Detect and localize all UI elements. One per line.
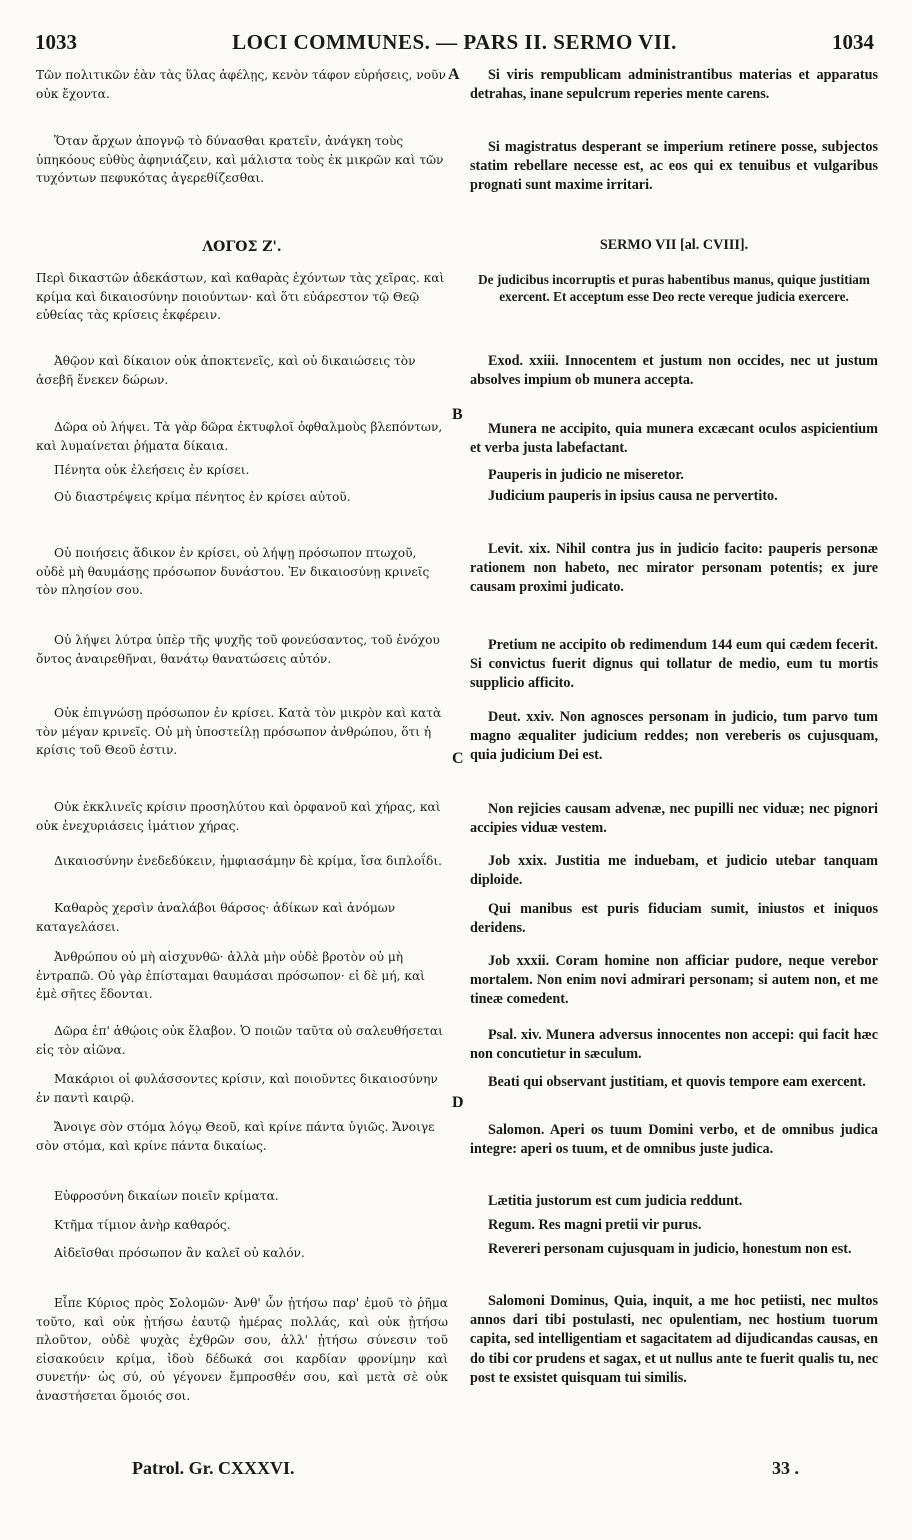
- latin-paragraph: Salomoni Dominus, Quia, inquit, a me hoc petiisti, nec multos annos dari tibi postulasti, nec opulentiam, nec hostium tuorum capita, sed intelligentiam et sagacitatem ad dijudicandas causas, en do tibi cor prudens et sagax, et ut nullus ante te fuerit qualis tu, nec post te exsistet quisquam tui similis.: [470, 1293, 878, 1386]
- signature-number: 33 .: [772, 1458, 799, 1478]
- patrology-volume: Patrol. Gr. CXXXVI.: [132, 1458, 295, 1478]
- latin-paragraph: Job xxxii. Coram homine non afficiar pudore, neque verebor mortalem. Non enim novi admirari personam; si autem non, et me tineæ comedent.: [470, 953, 878, 1008]
- latin-paragraph: Si viris rempublicam administrantibus materias et apparatus detrahas, inane sepulcrum reperies mente carens.: [470, 67, 878, 103]
- section-marker-d: D: [452, 1094, 464, 1111]
- latin-paragraph: Revereri personam cujusquam in judicio, honestum non est.: [488, 1241, 852, 1257]
- sermo-subtitle-greek: Περὶ δικαστῶν ἀδεκάστων, καὶ καθαρὰς ἐχόντων τὰς χεῖρας. καὶ κρίμα καὶ δικαιοσύνην ποιούντων· καὶ ὅτι εὐάρεστον τῷ Θεῷ εὐθείας τὰς κρίσεις ἐκφέρειν.: [36, 271, 445, 322]
- latin-paragraph: Pretium ne accipito ob redimendum 144 eum qui cædem fecerit. Si convictus fuerit dignus qui tollatur de medio, eum tu mortis supplicio afficito.: [470, 637, 878, 692]
- latin-paragraph: Exod. xxiii. Innocentem et justum non occides, nec ut justum absolves impium ob munera accepta.: [470, 353, 878, 389]
- greek-paragraph: Δικαιοσύνην ἐνεδεδύκειν, ἠμφιασάμην δὲ κρίμα, ἴσα διπλοΐδι.: [54, 854, 442, 868]
- greek-paragraph: Οὐ διαστρέψεις κρίμα πένητος ἐν κρίσει αὐτοῦ.: [54, 490, 351, 504]
- greek-paragraph: Οὐ ποιήσεις ἄδικον ἐν κρίσει, οὐ λήψῃ πρόσωπον πτωχοῦ, οὐδὲ μὴ θαυμάσῃς πρόσωπον δυνάστου. Ἐν δικαιοσύνῃ κρινεῖς τὸν πλησίον σου.: [36, 546, 430, 597]
- latin-paragraph: Job xxix. Justitia me induebam, et judicio utebar tanquam diploide.: [470, 853, 878, 889]
- greek-paragraph: Ἀθῷον καὶ δίκαιον οὐκ ἀποκτενεῖς, καὶ οὐ δικαιώσεις τὸν ἀσεβῆ ἕνεκεν δώρων.: [36, 354, 416, 387]
- latin-paragraph: Pauperis in judicio ne miseretor.: [488, 467, 684, 483]
- greek-paragraph: Ἀνθρώπου οὐ μὴ αἰσχυνθῶ· ἀλλὰ μὴν οὐδὲ βροτὸν οὐ μὴ ἐντραπῶ. Οὐ γὰρ ἐπίσταμαι θαυμάσαι πρόσωπον· εἰ δὲ μή, καὶ ἐμὲ σῆτες ἔδονται.: [36, 950, 425, 1001]
- greek-paragraph: Μακάριοι οἱ φυλάσσοντες κρίσιν, καὶ ποιοῦντες δικαιοσύνην ἐν παντὶ καιρῷ.: [36, 1072, 438, 1105]
- latin-paragraph: Deut. xxiv. Non agnosces personam in judicio, tum parvo tum magno æqualiter judicium reddes; non vereberis os cujusquam, quia judicium Dei est.: [470, 709, 878, 764]
- greek-paragraph: Κτῆμα τίμιον ἀνὴρ καθαρός.: [54, 1218, 231, 1232]
- section-marker-a: A: [448, 66, 460, 83]
- greek-paragraph: Οὐκ ἐπιγνώσῃ πρόσωπον ἐν κρίσει. Κατὰ τὸν μικρὸν καὶ κατὰ τὸν μέγαν κρινεῖς. Οὐ μὴ ὑποστείλῃ πρόσωπον ἀνθρώπου, ὅτι ἡ κρίσις τοῦ Θεοῦ ἐστιν.: [36, 706, 442, 757]
- greek-paragraph: Εὐφροσύνη δικαίων ποιεῖν κρίματα.: [54, 1189, 279, 1203]
- latin-paragraph: Qui manibus est puris fiduciam sumit, iniustos et iniquos deridens.: [470, 901, 878, 937]
- latin-paragraph: Regum. Res magni pretii vir purus.: [488, 1217, 702, 1233]
- latin-paragraph: Beati qui observant justitiam, et quovis tempore eam exercent.: [488, 1074, 866, 1090]
- latin-paragraph: Psal. xiv. Munera adversus innocentes non accepi: qui facit hæc non concutietur in sæculum.: [470, 1027, 878, 1063]
- greek-column: [36, 66, 448, 1540]
- latin-paragraph: Salomon. Aperi os tuum Domini verbo, et de omnibus judica integre: aperi os tuum, et de omnibus juste judica.: [470, 1122, 878, 1158]
- running-header: [35, 30, 874, 60]
- greek-paragraph: Τῶν πολιτικῶν ἐὰν τὰς ὕλας ἀφέλῃς, κενὸν τάφον εὑρήσεις, νοῦν οὐκ ἔχοντα.: [36, 68, 446, 101]
- greek-paragraph: Οὐ λήψει λύτρα ὑπὲρ τῆς ψυχῆς τοῦ φονεύσαντος, τοῦ ἐνόχου ὄντος ἀναιρεθῆναι, θανάτῳ θανατώσεις αὐτόν.: [36, 633, 440, 666]
- latin-paragraph: Judicium pauperis in ipsius causa ne pervertito.: [488, 488, 778, 504]
- greek-paragraph: Εἶπε Κύριος πρὸς Σολομῶν· Ἀνθ' ὧν ᾐτήσω παρ' ἐμοῦ τὸ ῥῆμα τοῦτο, καὶ οὐκ ᾐτήσω ἑαυτῷ ἡμέρας πολλάς, καὶ οὐκ ᾐτήσω πλοῦτον, οὐδὲ ψυχὰς ἐχθρῶν σου, ἀλλ' ᾐτήσω σύνεσιν τοῦ εἰσακούειν κρίμα, ἰδοὺ δέδωκά σοι καρδίαν φρονίμην καὶ συνετήν· ὡς σύ, οὐ γέγονεν ἔμπροσθέν σου, καὶ μετὰ σὲ οὐκ ἀναστήσεται ὅμοιός σοι.: [36, 1296, 448, 1403]
- latin-column: [470, 66, 878, 1540]
- page-number-left: 1033: [35, 30, 77, 54]
- latin-paragraph: Si magistratus desperant se imperium retinere posse, subjectos statim rebellare necesse est, ac eos qui ex tenuibus et vulgaribus prognati sunt maxime irritari.: [470, 139, 878, 194]
- latin-paragraph: Lætitia justorum est cum judicia reddunt.: [488, 1193, 743, 1209]
- latin-paragraph: Levit. xix. Nihil contra jus in judicio facito: pauperis personæ rationem non habeto, nec mirator personam potentis; ex jure causam proximi judicato.: [470, 541, 878, 596]
- greek-paragraph: Πένητα οὐκ ἐλεήσεις ἐν κρίσει.: [54, 463, 250, 477]
- sermo-heading-latin: SERMO VII [al. CVIII].: [599, 237, 749, 253]
- page-number-right: 1034: [832, 30, 874, 54]
- greek-paragraph: Αἰδεῖσθαι πρόσωπον ἂν καλεῖ οὐ καλόν.: [54, 1246, 305, 1260]
- greek-paragraph: Ὅταν ἄρχων ἀπογνῷ τὸ δύνασθαι κρατεῖν, ἀνάγκη τοὺς ὑπηκόους εὐθὺς ἀφηνιάζειν, καὶ μάλιστα τοὺς ἐκ μικρῶν καὶ τῶν τυχόντων πεφυκότας ἀγερεθίζεσθαι.: [36, 134, 444, 185]
- sermo-subtitle-latin: De judicibus incorruptis et puras habentibus manus, quique justitiam exercent. Et acceptum esse Deo recte vereque judicia exercere.: [478, 272, 870, 304]
- section-marker-b: B: [452, 406, 463, 423]
- greek-paragraph: Δῶρα ἐπ' ἀθῴοις οὐκ ἔλαβον. Ὁ ποιῶν ταῦτα οὐ σαλευθήσεται εἰς τὸν αἰῶνα.: [36, 1024, 443, 1057]
- greek-paragraph: Καθαρὸς χερσὶν ἀναλάβοι θάρσος· ἀδίκων καὶ ἀνόμων καταγελάσει.: [36, 901, 396, 934]
- section-marker-c: C: [452, 750, 464, 767]
- latin-paragraph: Munera ne accipito, quia munera excæcant oculos aspicientium et verba justa labefactant.: [470, 421, 878, 457]
- greek-paragraph: Ἄνοιγε σὸν στόμα λόγῳ Θεοῦ, καὶ κρίνε πάντα ὑγιῶς. Ἄνοιγε σὸν στόμα, καὶ κρίνε πάντα δικαίως.: [36, 1120, 435, 1153]
- greek-paragraph: Δῶρα οὐ λήψει. Τὰ γὰρ δῶρα ἐκτυφλοῖ ὀφθαλμοὺς βλεπόντων, καὶ λυμαίνεται ῥήματα δίκαια.: [36, 420, 443, 453]
- latin-paragraph: Non rejicies causam advenæ, nec pupilli nec viduæ; nec pignori accipies viduæ vestem.: [470, 801, 878, 837]
- running-title: LOCI COMMUNES. — PARS II. SERMO VII.: [232, 30, 677, 54]
- greek-paragraph: Οὐκ ἐκκλινεῖς κρίσιν προσηλύτου καὶ ὀρφανοῦ καὶ χήρας, καὶ οὐκ ἐνεχυριάσεις ἱμάτιον χήρας.: [36, 800, 441, 833]
- sermo-heading-greek: ΛΟΓΟΣ Ζ'.: [202, 239, 282, 255]
